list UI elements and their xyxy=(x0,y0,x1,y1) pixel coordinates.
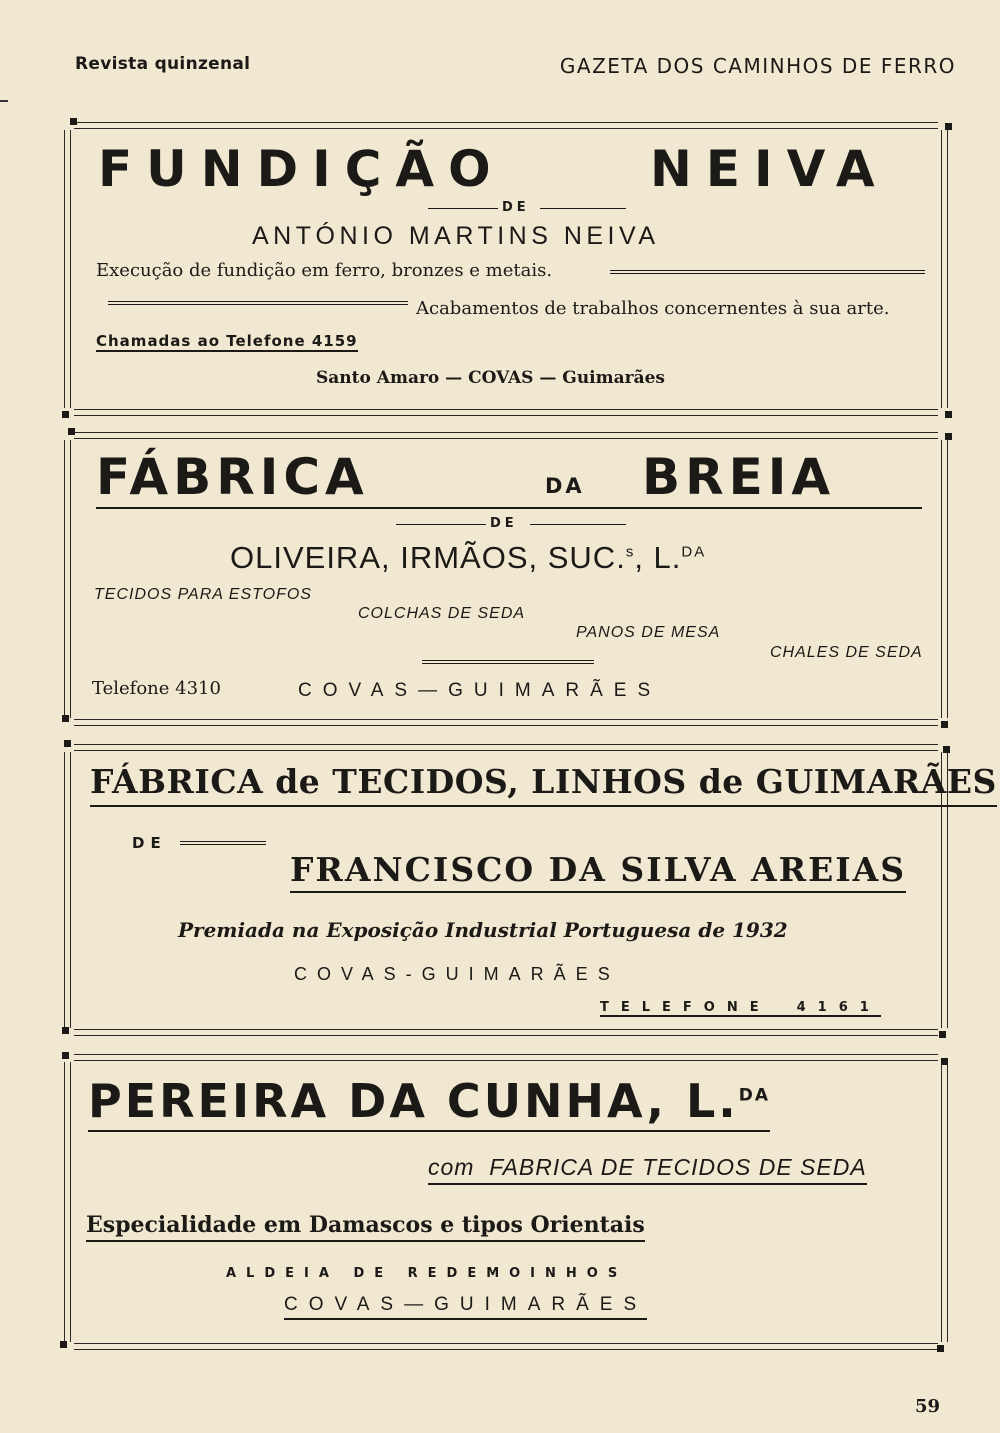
product-tecidos: TECIDOS PARA ESTOFOS xyxy=(94,586,312,603)
header-right: GAZETA DOS CAMINHOS DE FERRO xyxy=(559,54,956,78)
title-fabrica-tecidos: FÁBRICA de TECIDOS, LINHOS de GUIMARÃES xyxy=(90,762,997,807)
product-panos: PANOS DE MESA xyxy=(576,624,721,641)
address-line: COVAS—GUIMARÃES xyxy=(298,680,662,701)
owner-name: ANTÓNIO MARTINS NEIVA xyxy=(252,222,660,250)
phone-line: Chamadas ao Telefone 4159 xyxy=(96,332,358,350)
title-main: PEREIRA DA CUNHA, L. xyxy=(88,1074,739,1128)
title-neiva: NEIVA xyxy=(650,140,889,198)
owner-name: FRANCISCO DA SILVA AREIAS xyxy=(290,850,906,893)
de-label: DE xyxy=(490,516,518,531)
subtitle-fabrica: FABRICA DE TECIDOS DE SEDA xyxy=(489,1154,867,1180)
ad-fabrica-da-breia xyxy=(60,428,952,730)
owner-sup: s xyxy=(625,543,635,561)
title-breia: BREIA xyxy=(642,448,836,506)
address-line: Santo Amaro — COVAS — Guimarães xyxy=(316,368,665,388)
subtitle-com: com xyxy=(428,1154,475,1180)
ad-pereira-da-cunha xyxy=(60,1050,952,1354)
owner-main: OLIVEIRA, IRMÃOS, SUC. xyxy=(230,540,626,575)
de-label: DE xyxy=(132,834,167,852)
product-chales: CHALES DE SEDA xyxy=(770,644,923,661)
de-label: DE xyxy=(502,200,530,215)
title-da: DA xyxy=(545,474,585,498)
phone-line: Telefone 4310 xyxy=(92,678,221,699)
page-number: 59 xyxy=(914,1396,940,1417)
product-colchas: COLCHAS DE SEDA xyxy=(358,605,526,622)
title-fabrica: FÁBRICA xyxy=(96,448,369,506)
title-pereira-da-cunha xyxy=(88,1074,770,1132)
owner-name xyxy=(230,540,706,576)
description-line-1: Execução de fundição em ferro, bronzes e metais. xyxy=(96,260,553,281)
title-sup: DA xyxy=(738,1085,771,1106)
ad-fabrica-de-tecidos xyxy=(60,740,997,1040)
subtitle-line xyxy=(428,1154,867,1185)
phone-label: TELEFONE xyxy=(600,1000,771,1015)
phone-number: 4161 xyxy=(796,1000,881,1015)
village-line: ALDEIA DE REDEMOINHOS xyxy=(226,1266,628,1281)
page-header xyxy=(75,52,956,82)
award-line: Premiada na Exposição Industrial Portuguesa de 1932 xyxy=(178,918,788,942)
specialty-line: Especialidade em Damascos e tipos Orientais xyxy=(86,1212,645,1242)
address-line: COVAS—GUIMARÃES xyxy=(284,1294,647,1320)
owner-sup-da: DA xyxy=(681,543,707,561)
margin-mark xyxy=(0,100,8,102)
phone-line xyxy=(600,1000,881,1017)
address-line: COVAS-GUIMARÃES xyxy=(294,964,620,984)
ad-fundicao-neiva xyxy=(60,118,952,420)
title-fundicao: FUNDIÇÃO xyxy=(98,140,505,198)
description-line-2: Acabamentos de trabalhos concernentes à sua arte. xyxy=(416,298,890,319)
owner-tail: , L. xyxy=(634,540,682,575)
header-left: Revista quinzenal xyxy=(75,54,251,74)
